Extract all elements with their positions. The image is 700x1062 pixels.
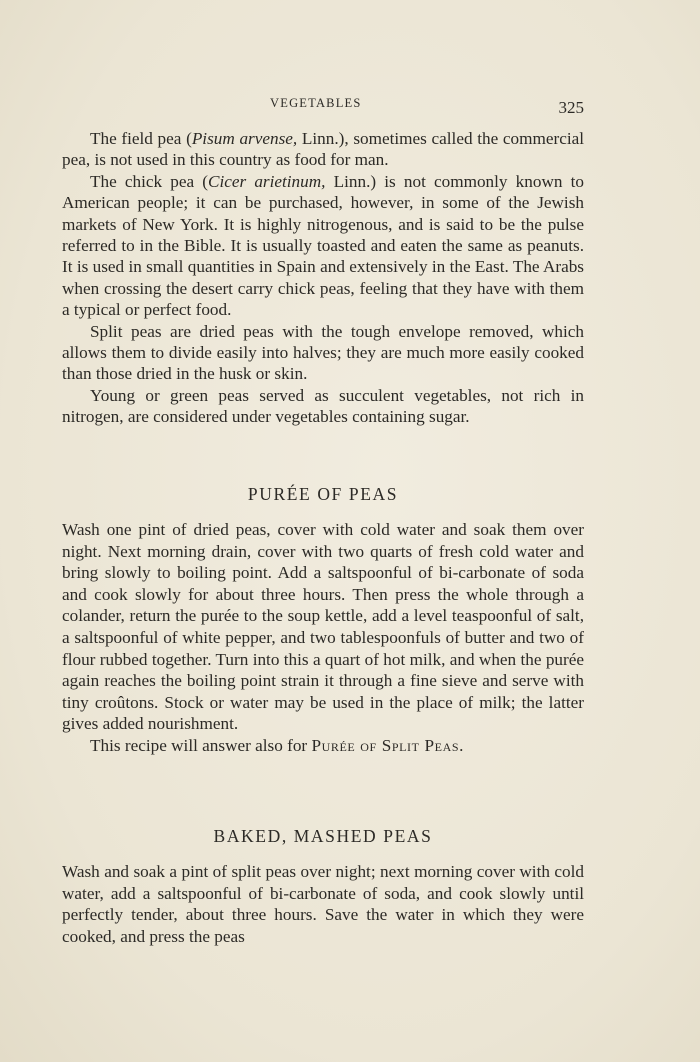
- paragraph-green-peas: Young or green peas served as succulent vegetables, not rich in nitrogen, are considered under vegetables containing sugar.: [62, 385, 584, 427]
- paragraph-field-pea: The field pea (Pisum arvense, Linn.), sometimes called the commercial pea, is not used in this country as food for man.: [62, 129, 584, 170]
- recipe-reference: Purée of Split Peas: [311, 735, 460, 755]
- scientific-name: Pisum arvense,: [191, 129, 298, 148]
- running-head: VEGETABLES: [270, 96, 362, 110]
- recipe-heading: PURÉE OF PEAS: [247, 484, 399, 504]
- scientific-name: Cicer arietinum,: [207, 171, 326, 191]
- recipe-puree-of-peas: [62, 484, 584, 757]
- intro-text: [62, 128, 584, 428]
- recipe-body: Wash and soak a pint of split peas over night; next morning cover with cold water, add a saltspoonful of bi-carbonate of soda, and cook slowly until perfectly tender, about three hours. Save the water in which they were cooked, and press the peas: [62, 862, 584, 946]
- paragraph-split-peas: Split peas are dried peas with the tough envelope removed, which allows them to divide easily into halves; they are much more easily cooked than those dried in the husk or skin.: [62, 321, 584, 384]
- recipe-note: This recipe will answer also for Purée of Split Peas.: [90, 735, 464, 755]
- page-number: 325: [558, 98, 584, 117]
- paragraph-chick-pea: The chick pea (Cicer arietinum, Linn.) is not commonly known to American people; it can be purchased, however, in some of the Jewish markets of New York. It is highly nitrogenous, and is said to be the pulse referred to in the Bible. It is usually toasted and eaten the same as peanuts. It is used in small quantities in Spain and extensively in the East. The Arabs when crossing the desert carry chick peas, feeling that they have with them a typical or perfect food.: [62, 171, 584, 320]
- recipe-body: Wash one pint of dried peas, cover with cold water and soak them over night. Next morning drain, cover with two quarts of fresh cold water and bring slowly to boiling point. Add a saltspoonful of bi-carbonate of soda and cook slowly for about three hours. Then press the whole through a colander, return the purée to the soup kettle, add a level teaspoonful of salt, a saltspoonful of white pepper, and two tablespoonfuls of butter and two of flour rubbed together. Turn into this a quart of hot milk, and when the purée again reaches the boiling point strain it through a fine sieve and serve with tiny croûtons. Stock or water may be used in the place of milk; the latter gives added nourishment.: [62, 520, 584, 734]
- recipe-baked-mashed-peas: [62, 826, 584, 947]
- recipe-heading: BAKED, MASHED PEAS: [213, 826, 433, 846]
- page-header: [62, 94, 584, 118]
